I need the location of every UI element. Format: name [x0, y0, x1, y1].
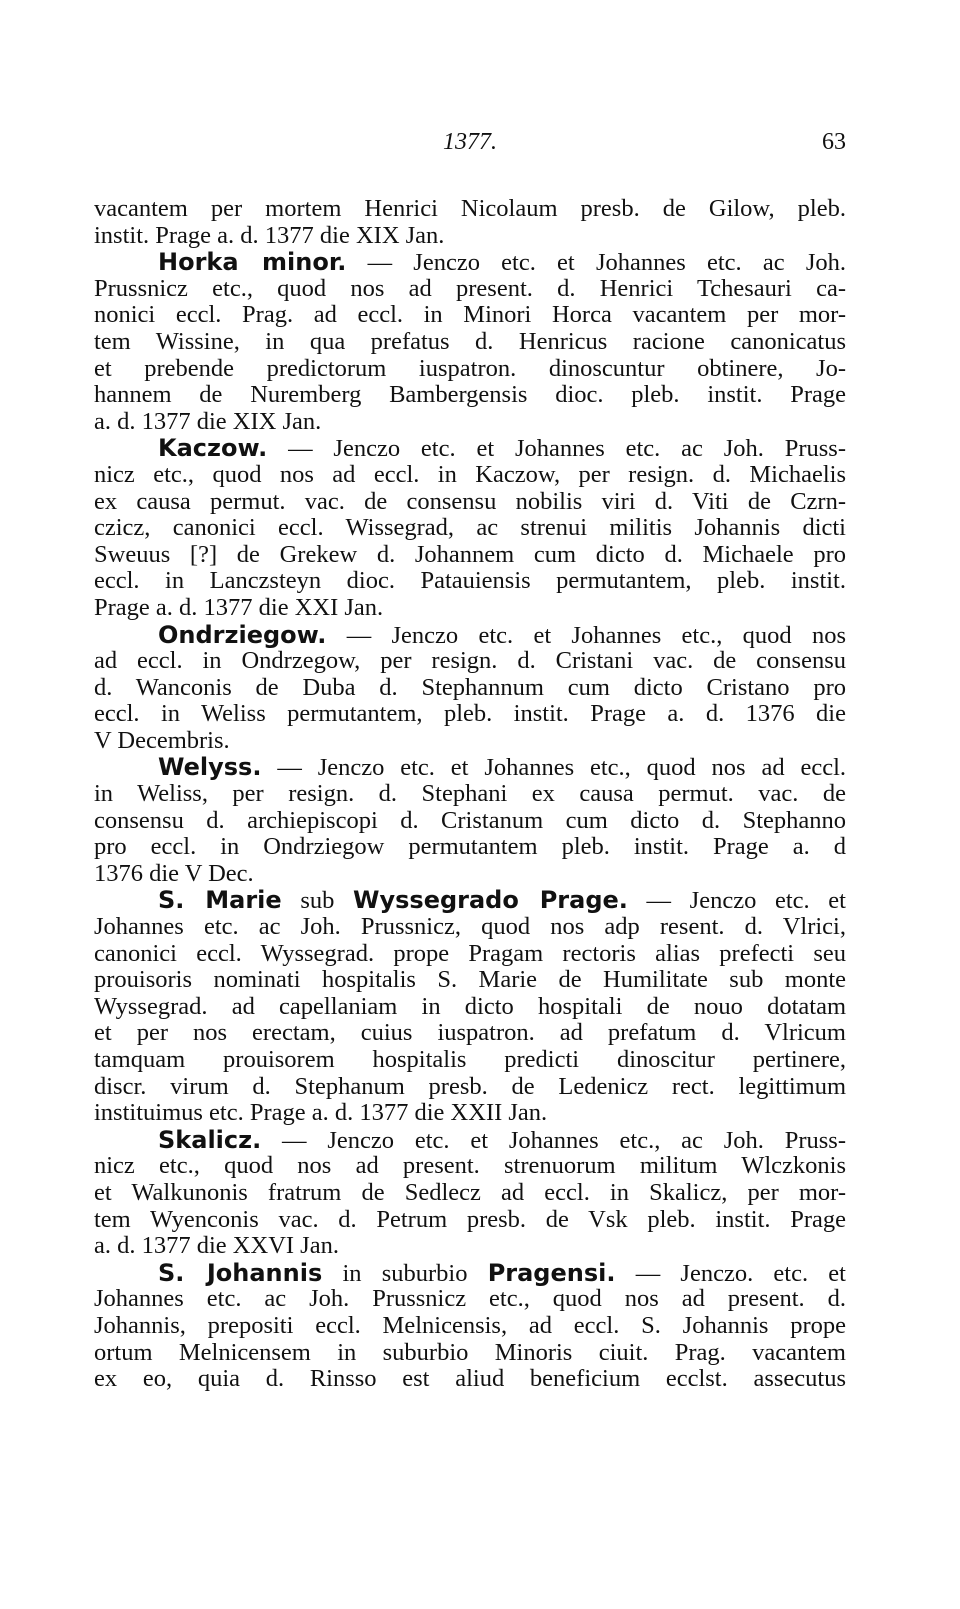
line-text: 1376 die V Dec.: [94, 860, 254, 887]
entry-heading-line: [94, 622, 846, 649]
line-text: consensu d. archiepiscopi d. Cristanum cum dicto d. Stephanno: [94, 807, 846, 834]
line-text: nonici eccl. Prag. ad eccl. in Minori Horca vacantem per mor-: [94, 302, 846, 329]
line-text: prouisoris nominati hospitalis S. Marie de Humilitate sub monte: [94, 967, 846, 994]
text-line: [94, 542, 846, 569]
line-text: — Jenczo etc. et Johannes etc., quod nos: [326, 621, 846, 649]
line-text: — Jenczo etc. et Johannes etc., ac Joh. Pruss-: [261, 1126, 846, 1154]
line-text: ex causa permut. vac. de consensu nobilis viri d. Viti de Czrn-: [94, 488, 846, 515]
text-line: [94, 196, 846, 223]
text-line: [94, 1313, 846, 1340]
entry-heading: Skalicz.: [158, 1126, 262, 1154]
text-line: [94, 1074, 846, 1101]
entry-heading: Horka minor.: [158, 249, 347, 276]
text-line: [94, 1153, 846, 1180]
text-line: [94, 941, 846, 968]
text-line: [94, 515, 846, 542]
line-text: Johannes etc. ac Joh. Prussnicz etc., quod nos ad present. d.: [94, 1286, 846, 1313]
text-line: [94, 1340, 846, 1367]
line-text: Sweuus [?] de Grekew d. Johannem cum dicto d. Michaele pro: [94, 541, 846, 568]
entry-heading: S. Johannis: [158, 1259, 323, 1287]
line-text: czicz, canonici eccl. Wissegrad, ac strenui militis Johannis dicti: [94, 515, 846, 542]
line-text: et Walkunonis fratrum de Sedlecz ad eccl. in Skalicz, per mor-: [94, 1179, 846, 1206]
text-line: [94, 462, 846, 489]
text-line: [94, 409, 846, 436]
entry-heading-continuation: Pragensi.: [487, 1259, 616, 1287]
text-line: [94, 648, 846, 675]
line-text: — Jenczo etc. et Johannes etc., quod nos ad eccl.: [261, 754, 846, 782]
text-line: [94, 1180, 846, 1207]
text-line: [94, 329, 846, 356]
running-head-year: 1377.: [443, 129, 497, 155]
line-text: Wyssegrad. ad capellaniam in dicto hospitali de nouo dotatam: [94, 993, 846, 1020]
line-text: Johannis, prepositi eccl. Melnicensis, ad eccl. S. Johannis prope: [94, 1312, 846, 1339]
line-text: in Weliss, per resign. d. Stephani ex causa permut. vac. de: [94, 781, 846, 808]
line-text: vacantem per mortem Henrici Nicolaum presb. de Gilow, pleb.: [94, 196, 846, 222]
entry-heading-line: [94, 1260, 846, 1287]
text-line: [94, 276, 846, 303]
running-head: [94, 129, 846, 159]
line-text: tamquam prouisorem hospitalis predicti dinoscitur pertinere,: [94, 1047, 846, 1073]
line-text: pro eccl. in Ondrziegow permutantem pleb. instit. Prage a. d: [94, 834, 846, 861]
text-line: [94, 356, 846, 383]
line-text: canonici eccl. Wyssegrad. prope Pragam rectoris alias prefecti seu: [94, 940, 846, 967]
line-text: et prebende predictorum iuspatron. dinoscuntur obtinere, Jo-: [94, 355, 846, 382]
line-text: V Decembris.: [94, 727, 230, 754]
entry-heading-connector: sub: [281, 887, 353, 915]
line-text: et per nos erectam, cuius iuspatron. ad prefatum d. Vlricum: [94, 1020, 846, 1047]
entry-heading: Welyss.: [158, 754, 262, 782]
entry-heading: S. Marie: [158, 887, 282, 915]
entry-heading-continuation: Wyssegrado Prage.: [353, 887, 628, 915]
text-line: [94, 489, 846, 516]
text-line: [94, 967, 846, 994]
entry-heading: Kaczow.: [158, 435, 268, 462]
line-text: tem Wyenconis vac. d. Petrum presb. de Vsk pleb. instit. Prage: [94, 1206, 846, 1233]
line-text: tem Wissine, in qua prefatus d. Henricus racione canonicatus: [94, 328, 846, 355]
line-text: ortum Melnicensem in suburbio Minoris ciuit. Prag. vacantem: [94, 1339, 846, 1366]
line-text: a. d. 1377 die XIX Jan.: [94, 408, 322, 435]
line-text: ad eccl. in Ondrzegow, per resign. d. Cristani vac. de consensu: [94, 648, 846, 675]
line-text: nicz etc., quod nos ad present. strenuorum militum Wlczkonis: [94, 1153, 846, 1180]
entry-heading-line: [94, 435, 846, 462]
line-text: hannem de Nuremberg Bambergensis dioc. pleb. instit. Prage: [94, 382, 846, 409]
entry-heading-line: [94, 754, 846, 781]
text-line: [94, 1366, 846, 1393]
text-line: [94, 1020, 846, 1047]
line-text: eccl. in Weliss permutantem, pleb. instit. Prage a. d. 1376 die: [94, 701, 846, 728]
line-text: instit. Prage a. d. 1377 die XIX Jan.: [94, 222, 445, 249]
text-line: [94, 701, 846, 728]
text-line: [94, 595, 846, 622]
text-line: [94, 675, 846, 702]
text-line: [94, 1047, 846, 1074]
entry-heading-line: [94, 1127, 846, 1154]
line-text: — Jenczo. etc. et: [615, 1259, 846, 1287]
line-text: — Jenczo etc. et Johannes etc. ac Joh. Pruss-: [267, 435, 846, 462]
line-text: a. d. 1377 die XXVI Jan.: [94, 1233, 339, 1260]
text-line: [94, 808, 846, 835]
text-line: [94, 382, 846, 409]
text-line: [94, 914, 846, 941]
text-line: [94, 1286, 846, 1313]
text-line: [94, 223, 846, 250]
line-text: nicz etc., quod nos ad eccl. in Kaczow, per resign. d. Michaelis: [94, 461, 846, 488]
page-number: 63: [822, 129, 846, 155]
line-text: eccl. in Lanczsteyn dioc. Patauiensis permutantem, pleb. instit.: [94, 568, 846, 595]
entry-heading-line: [94, 249, 846, 276]
entry-heading-connector: in suburbio: [322, 1259, 488, 1287]
body-text: [94, 196, 846, 1393]
text-line: [94, 1233, 846, 1260]
text-line: [94, 781, 846, 808]
text-line: [94, 994, 846, 1021]
line-text: Johannes etc. ac Joh. Prussnicz, quod nos adp resent. d. Vlrici,: [94, 914, 846, 941]
text-line: [94, 861, 846, 888]
text-line: [94, 1207, 846, 1234]
line-text: d. Wanconis de Duba d. Stephannum cum dicto Cristano pro: [94, 674, 846, 701]
text-line: [94, 728, 846, 755]
text-line: [94, 1100, 846, 1127]
text-line: [94, 834, 846, 861]
entry-heading: Ondrziegow.: [158, 621, 327, 649]
line-text: instituimus etc. Prage a. d. 1377 die XXII Jan.: [94, 1100, 548, 1127]
line-text: — Jenczo etc. et: [627, 887, 846, 915]
text-line: [94, 568, 846, 595]
text-line: [94, 302, 846, 329]
line-text: — Jenczo etc. et Johannes etc. ac Joh.: [346, 249, 846, 276]
line-text: discr. virum d. Stephanum presb. de Ledenicz rect. legittimum: [94, 1073, 846, 1100]
line-text: ex eo, quia d. Rinsso est aliud beneficium ecclst. assecutus: [94, 1366, 846, 1393]
line-text: Prussnicz etc., quod nos ad present. d. Henrici Tchesauri ca-: [94, 275, 846, 302]
entry-heading-line: [94, 887, 846, 914]
line-text: Prage a. d. 1377 die XXI Jan.: [94, 594, 384, 621]
